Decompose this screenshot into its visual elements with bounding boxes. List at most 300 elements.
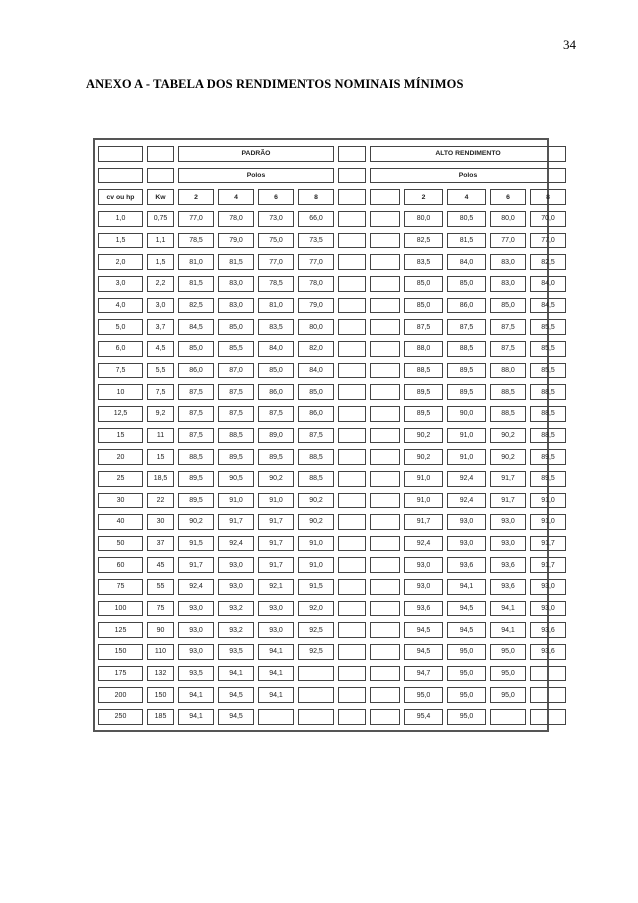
- padrao-efficiency-cell: 84,5: [178, 319, 214, 335]
- alto-efficiency-cell: 95,0: [490, 687, 526, 703]
- padrao-efficiency-cell: 66,0: [298, 211, 334, 227]
- padrao-efficiency-cell: 78,5: [258, 276, 294, 292]
- padrao-efficiency-cell: 85,0: [218, 319, 254, 335]
- alto-efficiency-cell: 88,5: [530, 384, 566, 400]
- alto-efficiency-cell: 87,5: [490, 341, 526, 357]
- spacer-cell: [338, 493, 366, 509]
- cv-cell: 75: [98, 579, 143, 595]
- padrao-efficiency-cell: 85,0: [178, 341, 214, 357]
- alto-efficiency-cell: 88,0: [404, 341, 443, 357]
- cv-cell: 6,0: [98, 341, 143, 357]
- padrao-efficiency-cell: 93,2: [218, 622, 254, 638]
- padrao-efficiency-cell: 92,1: [258, 579, 294, 595]
- alto-efficiency-cell: 95,0: [404, 687, 443, 703]
- alto-efficiency-cell: 88,5: [530, 406, 566, 422]
- padrao-efficiency-cell: 73,5: [298, 233, 334, 249]
- padrao-efficiency-cell: 89,0: [258, 428, 294, 444]
- alto-efficiency-cell: 93,6: [404, 601, 443, 617]
- kw-cell: 3,7: [147, 319, 174, 335]
- kw-cell: 55: [147, 579, 174, 595]
- alto-efficiency-cell: 85,5: [530, 363, 566, 379]
- alto-efficiency-cell: [530, 687, 566, 703]
- efficiency-table: [93, 138, 555, 732]
- alto-efficiency-cell: 90,0: [447, 406, 486, 422]
- spacer-cell: [370, 666, 400, 682]
- pole-header-alto-8: 8: [530, 189, 566, 205]
- padrao-efficiency-cell: 91,7: [178, 557, 214, 573]
- alto-efficiency-cell: 93,6: [490, 579, 526, 595]
- spacer-cell: [338, 579, 366, 595]
- kw-cell: 0,75: [147, 211, 174, 227]
- padrao-efficiency-cell: 77,0: [258, 254, 294, 270]
- alto-efficiency-cell: 93,6: [530, 644, 566, 660]
- cv-cell: 2,0: [98, 254, 143, 270]
- spacer-cell: [338, 601, 366, 617]
- column-header-cv: cv ou hp: [98, 189, 143, 205]
- alto-efficiency-cell: 91,7: [530, 557, 566, 573]
- alto-efficiency-cell: 91,0: [530, 514, 566, 530]
- padrao-efficiency-cell: 79,0: [218, 233, 254, 249]
- alto-efficiency-cell: 89,5: [404, 406, 443, 422]
- spacer-cell: [338, 319, 366, 335]
- efficiency-table-grid: [98, 143, 555, 728]
- padrao-efficiency-cell: 83,5: [258, 319, 294, 335]
- alto-efficiency-cell: 95,0: [447, 687, 486, 703]
- alto-efficiency-cell: 93,0: [490, 514, 526, 530]
- padrao-efficiency-cell: 93,0: [258, 601, 294, 617]
- cv-cell: 25: [98, 471, 143, 487]
- alto-efficiency-cell: 93,6: [490, 557, 526, 573]
- padrao-efficiency-cell: [298, 687, 334, 703]
- alto-efficiency-cell: [530, 709, 566, 725]
- alto-efficiency-cell: 89,5: [530, 449, 566, 465]
- alto-efficiency-cell: 93,0: [530, 601, 566, 617]
- padrao-efficiency-cell: 90,2: [258, 471, 294, 487]
- alto-efficiency-cell: 93,0: [404, 557, 443, 573]
- padrao-efficiency-cell: 94,5: [218, 687, 254, 703]
- padrao-efficiency-cell: 84,0: [258, 341, 294, 357]
- spacer-cell: [370, 384, 400, 400]
- kw-cell: 1,5: [147, 254, 174, 270]
- alto-efficiency-cell: 89,5: [447, 384, 486, 400]
- spacer-cell: [370, 579, 400, 595]
- alto-efficiency-cell: 95,0: [447, 709, 486, 725]
- kw-cell: 45: [147, 557, 174, 573]
- header-empty-cell: [98, 168, 143, 184]
- padrao-efficiency-cell: 73,0: [258, 211, 294, 227]
- padrao-efficiency-cell: 80,0: [298, 319, 334, 335]
- padrao-efficiency-cell: [258, 709, 294, 725]
- cv-cell: 100: [98, 601, 143, 617]
- spacer-cell: [370, 601, 400, 617]
- alto-efficiency-cell: 83,0: [490, 254, 526, 270]
- padrao-efficiency-cell: 93,5: [218, 644, 254, 660]
- header-empty-cell: [370, 189, 400, 205]
- cv-cell: 20: [98, 449, 143, 465]
- alto-efficiency-cell: [490, 709, 526, 725]
- spacer-cell: [338, 363, 366, 379]
- alto-efficiency-cell: 90,2: [490, 449, 526, 465]
- padrao-efficiency-cell: 86,0: [298, 406, 334, 422]
- alto-efficiency-cell: 91,0: [404, 471, 443, 487]
- spacer-cell: [338, 233, 366, 249]
- spacer-cell: [370, 644, 400, 660]
- padrao-efficiency-cell: 88,5: [298, 471, 334, 487]
- spacer-cell: [338, 449, 366, 465]
- padrao-efficiency-cell: 91,0: [298, 557, 334, 573]
- alto-efficiency-cell: 83,5: [404, 254, 443, 270]
- pole-header-padrao-2: 2: [178, 189, 214, 205]
- alto-efficiency-cell: 89,5: [530, 471, 566, 487]
- alto-efficiency-cell: 91,0: [530, 493, 566, 509]
- alto-efficiency-cell: 85,5: [530, 319, 566, 335]
- kw-cell: 150: [147, 687, 174, 703]
- kw-cell: 9,2: [147, 406, 174, 422]
- alto-efficiency-cell: 93,0: [404, 579, 443, 595]
- spacer-cell: [338, 536, 366, 552]
- group-header-alto-rendimento: ALTO RENDIMENTO: [370, 146, 566, 162]
- alto-efficiency-cell: 93,0: [447, 514, 486, 530]
- spacer-cell: [370, 514, 400, 530]
- alto-efficiency-cell: 90,2: [404, 449, 443, 465]
- spacer-cell: [338, 341, 366, 357]
- cv-cell: 40: [98, 514, 143, 530]
- kw-cell: 3,0: [147, 298, 174, 314]
- padrao-efficiency-cell: 86,0: [258, 384, 294, 400]
- alto-efficiency-cell: 85,0: [490, 298, 526, 314]
- padrao-efficiency-cell: 91,5: [298, 579, 334, 595]
- pole-header-alto-4: 4: [447, 189, 486, 205]
- padrao-efficiency-cell: 90,2: [178, 514, 214, 530]
- alto-efficiency-cell: 94,5: [447, 622, 486, 638]
- pole-header-alto-2: 2: [404, 189, 443, 205]
- kw-cell: 132: [147, 666, 174, 682]
- spacer-cell: [338, 557, 366, 573]
- polos-header-alto: Polos: [370, 168, 566, 184]
- padrao-efficiency-cell: 92,0: [298, 601, 334, 617]
- alto-efficiency-cell: 86,0: [447, 298, 486, 314]
- spacer-cell: [370, 709, 400, 725]
- alto-efficiency-cell: 91,7: [530, 536, 566, 552]
- padrao-efficiency-cell: 89,5: [178, 493, 214, 509]
- alto-efficiency-cell: 92,4: [447, 471, 486, 487]
- padrao-efficiency-cell: 87,5: [298, 428, 334, 444]
- padrao-efficiency-cell: 87,5: [178, 406, 214, 422]
- padrao-efficiency-cell: 78,0: [218, 211, 254, 227]
- kw-cell: 75: [147, 601, 174, 617]
- padrao-efficiency-cell: 83,0: [218, 276, 254, 292]
- alto-efficiency-cell: 95,0: [447, 666, 486, 682]
- padrao-efficiency-cell: 91,7: [218, 514, 254, 530]
- padrao-efficiency-cell: 81,5: [178, 276, 214, 292]
- pole-header-padrao-4: 4: [218, 189, 254, 205]
- kw-cell: 7,5: [147, 384, 174, 400]
- spacer-cell: [338, 709, 366, 725]
- alto-efficiency-cell: 77,0: [530, 233, 566, 249]
- padrao-efficiency-cell: [298, 666, 334, 682]
- padrao-efficiency-cell: 91,0: [218, 493, 254, 509]
- padrao-efficiency-cell: 87,0: [218, 363, 254, 379]
- alto-efficiency-cell: 91,0: [404, 493, 443, 509]
- alto-efficiency-cell: 93,0: [447, 536, 486, 552]
- padrao-efficiency-cell: 79,0: [298, 298, 334, 314]
- padrao-efficiency-cell: 87,5: [178, 384, 214, 400]
- padrao-efficiency-cell: 94,1: [258, 644, 294, 660]
- padrao-efficiency-cell: 93,0: [218, 579, 254, 595]
- padrao-efficiency-cell: 88,5: [178, 449, 214, 465]
- spacer-cell: [338, 514, 366, 530]
- padrao-efficiency-cell: 78,0: [298, 276, 334, 292]
- padrao-efficiency-cell: 88,5: [218, 428, 254, 444]
- spacer-cell: [370, 493, 400, 509]
- kw-cell: 90: [147, 622, 174, 638]
- padrao-efficiency-cell: 82,5: [178, 298, 214, 314]
- kw-cell: 2,2: [147, 276, 174, 292]
- alto-efficiency-cell: 88,0: [490, 363, 526, 379]
- header-empty-cell: [98, 146, 143, 162]
- spacer-cell: [338, 428, 366, 444]
- alto-efficiency-cell: 84,0: [447, 254, 486, 270]
- padrao-efficiency-cell: 77,0: [298, 254, 334, 270]
- alto-efficiency-cell: 95,0: [490, 666, 526, 682]
- padrao-efficiency-cell: 89,5: [258, 449, 294, 465]
- cv-cell: 60: [98, 557, 143, 573]
- spacer-cell: [338, 384, 366, 400]
- header-empty-cell: [147, 146, 174, 162]
- alto-efficiency-cell: 95,0: [490, 644, 526, 660]
- padrao-efficiency-cell: 81,0: [178, 254, 214, 270]
- padrao-efficiency-cell: 92,5: [298, 644, 334, 660]
- spacer-cell: [370, 319, 400, 335]
- alto-efficiency-cell: 92,4: [447, 493, 486, 509]
- padrao-efficiency-cell: 94,1: [178, 709, 214, 725]
- alto-efficiency-cell: [530, 666, 566, 682]
- cv-cell: 5,0: [98, 319, 143, 335]
- padrao-efficiency-cell: 91,0: [298, 536, 334, 552]
- polos-header-padrao: Polos: [178, 168, 334, 184]
- alto-efficiency-cell: 80,5: [447, 211, 486, 227]
- spacer-cell: [338, 471, 366, 487]
- padrao-efficiency-cell: 94,1: [218, 666, 254, 682]
- alto-efficiency-cell: 87,5: [404, 319, 443, 335]
- spacer-cell: [370, 233, 400, 249]
- spacer-cell: [338, 644, 366, 660]
- kw-cell: 11: [147, 428, 174, 444]
- padrao-efficiency-cell: 83,0: [218, 298, 254, 314]
- cv-cell: 250: [98, 709, 143, 725]
- alto-efficiency-cell: 88,5: [404, 363, 443, 379]
- spacer-cell: [370, 276, 400, 292]
- cv-cell: 3,0: [98, 276, 143, 292]
- alto-efficiency-cell: 94,7: [404, 666, 443, 682]
- spacer-cell: [370, 254, 400, 270]
- alto-efficiency-cell: 87,5: [490, 319, 526, 335]
- alto-efficiency-cell: 82,5: [530, 254, 566, 270]
- padrao-efficiency-cell: 92,5: [298, 622, 334, 638]
- padrao-efficiency-cell: 94,1: [258, 666, 294, 682]
- alto-efficiency-cell: 94,5: [447, 601, 486, 617]
- alto-efficiency-cell: 87,5: [447, 319, 486, 335]
- spacer-cell: [370, 687, 400, 703]
- kw-cell: 37: [147, 536, 174, 552]
- spacer-cell: [338, 276, 366, 292]
- cv-cell: 1,5: [98, 233, 143, 249]
- alto-efficiency-cell: 94,5: [404, 622, 443, 638]
- kw-cell: 5,5: [147, 363, 174, 379]
- kw-cell: 110: [147, 644, 174, 660]
- alto-efficiency-cell: 95,0: [447, 644, 486, 660]
- padrao-efficiency-cell: 90,5: [218, 471, 254, 487]
- alto-efficiency-cell: 84,0: [530, 276, 566, 292]
- alto-efficiency-cell: 93,0: [490, 536, 526, 552]
- cv-cell: 150: [98, 644, 143, 660]
- cv-cell: 50: [98, 536, 143, 552]
- alto-efficiency-cell: 94,1: [490, 622, 526, 638]
- spacer-cell: [370, 298, 400, 314]
- alto-efficiency-cell: 85,0: [447, 276, 486, 292]
- padrao-efficiency-cell: 92,4: [178, 579, 214, 595]
- padrao-efficiency-cell: 77,0: [178, 211, 214, 227]
- padrao-efficiency-cell: 91,0: [258, 493, 294, 509]
- alto-efficiency-cell: 91,7: [404, 514, 443, 530]
- column-header-kw: Kw: [147, 189, 174, 205]
- padrao-efficiency-cell: 85,0: [298, 384, 334, 400]
- padrao-efficiency-cell: 85,0: [258, 363, 294, 379]
- kw-cell: 22: [147, 493, 174, 509]
- alto-efficiency-cell: 88,5: [490, 384, 526, 400]
- padrao-efficiency-cell: 91,7: [258, 536, 294, 552]
- padrao-efficiency-cell: 89,5: [218, 449, 254, 465]
- spacer-cell: [370, 428, 400, 444]
- alto-efficiency-cell: 88,5: [490, 406, 526, 422]
- kw-cell: 1,1: [147, 233, 174, 249]
- cv-cell: 125: [98, 622, 143, 638]
- cv-cell: 10: [98, 384, 143, 400]
- alto-efficiency-cell: 81,5: [447, 233, 486, 249]
- kw-cell: 15: [147, 449, 174, 465]
- alto-efficiency-cell: 82,5: [404, 233, 443, 249]
- padrao-efficiency-cell: 91,5: [178, 536, 214, 552]
- alto-efficiency-cell: 90,2: [404, 428, 443, 444]
- kw-cell: 4,5: [147, 341, 174, 357]
- padrao-efficiency-cell: 92,4: [218, 536, 254, 552]
- padrao-efficiency-cell: 81,5: [218, 254, 254, 270]
- annex-title: ANEXO A - TABELA DOS RENDIMENTOS NOMINAIS MÍNIMOS: [86, 77, 464, 91]
- padrao-efficiency-cell: 93,0: [178, 601, 214, 617]
- padrao-efficiency-cell: 93,0: [218, 557, 254, 573]
- spacer-cell: [370, 449, 400, 465]
- padrao-efficiency-cell: 94,1: [258, 687, 294, 703]
- padrao-efficiency-cell: 87,5: [218, 384, 254, 400]
- alto-efficiency-cell: 92,4: [404, 536, 443, 552]
- alto-efficiency-cell: 77,0: [490, 233, 526, 249]
- padrao-efficiency-cell: 93,0: [258, 622, 294, 638]
- padrao-efficiency-cell: 91,7: [258, 514, 294, 530]
- padrao-efficiency-cell: 84,0: [298, 363, 334, 379]
- cv-cell: 7,5: [98, 363, 143, 379]
- padrao-efficiency-cell: 87,5: [258, 406, 294, 422]
- padrao-efficiency-cell: 82,0: [298, 341, 334, 357]
- alto-efficiency-cell: 70,0: [530, 211, 566, 227]
- header-empty-cell: [338, 168, 366, 184]
- alto-efficiency-cell: 93,0: [530, 579, 566, 595]
- alto-efficiency-cell: 93,6: [530, 622, 566, 638]
- padrao-efficiency-cell: [298, 709, 334, 725]
- padrao-efficiency-cell: 89,5: [178, 471, 214, 487]
- header-empty-cell: [338, 146, 366, 162]
- group-header-padrao: PADRÃO: [178, 146, 334, 162]
- spacer-cell: [338, 254, 366, 270]
- cv-cell: 4,0: [98, 298, 143, 314]
- spacer-cell: [370, 341, 400, 357]
- kw-cell: 18,5: [147, 471, 174, 487]
- alto-efficiency-cell: 83,0: [490, 276, 526, 292]
- spacer-cell: [338, 687, 366, 703]
- alto-efficiency-cell: 95,4: [404, 709, 443, 725]
- alto-efficiency-cell: 88,5: [447, 341, 486, 357]
- alto-efficiency-cell: 91,7: [490, 493, 526, 509]
- padrao-efficiency-cell: 78,5: [178, 233, 214, 249]
- spacer-cell: [370, 406, 400, 422]
- spacer-cell: [370, 363, 400, 379]
- padrao-efficiency-cell: 87,5: [218, 406, 254, 422]
- cv-cell: 15: [98, 428, 143, 444]
- spacer-cell: [370, 536, 400, 552]
- alto-efficiency-cell: 94,5: [404, 644, 443, 660]
- alto-efficiency-cell: 80,0: [404, 211, 443, 227]
- spacer-cell: [370, 622, 400, 638]
- padrao-efficiency-cell: 94,5: [218, 709, 254, 725]
- pole-header-padrao-8: 8: [298, 189, 334, 205]
- kw-cell: 185: [147, 709, 174, 725]
- alto-efficiency-cell: 88,5: [530, 428, 566, 444]
- alto-efficiency-cell: 85,5: [530, 341, 566, 357]
- cv-cell: 200: [98, 687, 143, 703]
- spacer-cell: [370, 471, 400, 487]
- padrao-efficiency-cell: 93,5: [178, 666, 214, 682]
- alto-efficiency-cell: 85,0: [404, 298, 443, 314]
- page-number: 34: [563, 37, 576, 52]
- alto-efficiency-cell: 91,7: [490, 471, 526, 487]
- padrao-efficiency-cell: 86,0: [178, 363, 214, 379]
- padrao-efficiency-cell: 75,0: [258, 233, 294, 249]
- padrao-efficiency-cell: 93,0: [178, 644, 214, 660]
- cv-cell: 1,0: [98, 211, 143, 227]
- padrao-efficiency-cell: 91,7: [258, 557, 294, 573]
- cv-cell: 175: [98, 666, 143, 682]
- pole-header-padrao-6: 6: [258, 189, 294, 205]
- alto-efficiency-cell: 91,0: [447, 428, 486, 444]
- spacer-cell: [338, 298, 366, 314]
- cv-cell: 30: [98, 493, 143, 509]
- kw-cell: 30: [147, 514, 174, 530]
- spacer-cell: [370, 211, 400, 227]
- spacer-cell: [338, 622, 366, 638]
- padrao-efficiency-cell: 90,2: [298, 493, 334, 509]
- alto-efficiency-cell: 94,1: [447, 579, 486, 595]
- spacer-cell: [338, 406, 366, 422]
- alto-efficiency-cell: 89,5: [404, 384, 443, 400]
- padrao-efficiency-cell: 88,5: [298, 449, 334, 465]
- padrao-efficiency-cell: 94,1: [178, 687, 214, 703]
- padrao-efficiency-cell: 81,0: [258, 298, 294, 314]
- spacer-cell: [338, 666, 366, 682]
- alto-efficiency-cell: 91,0: [447, 449, 486, 465]
- spacer-cell: [370, 557, 400, 573]
- padrao-efficiency-cell: 93,2: [218, 601, 254, 617]
- cv-cell: 12,5: [98, 406, 143, 422]
- header-empty-cell: [147, 168, 174, 184]
